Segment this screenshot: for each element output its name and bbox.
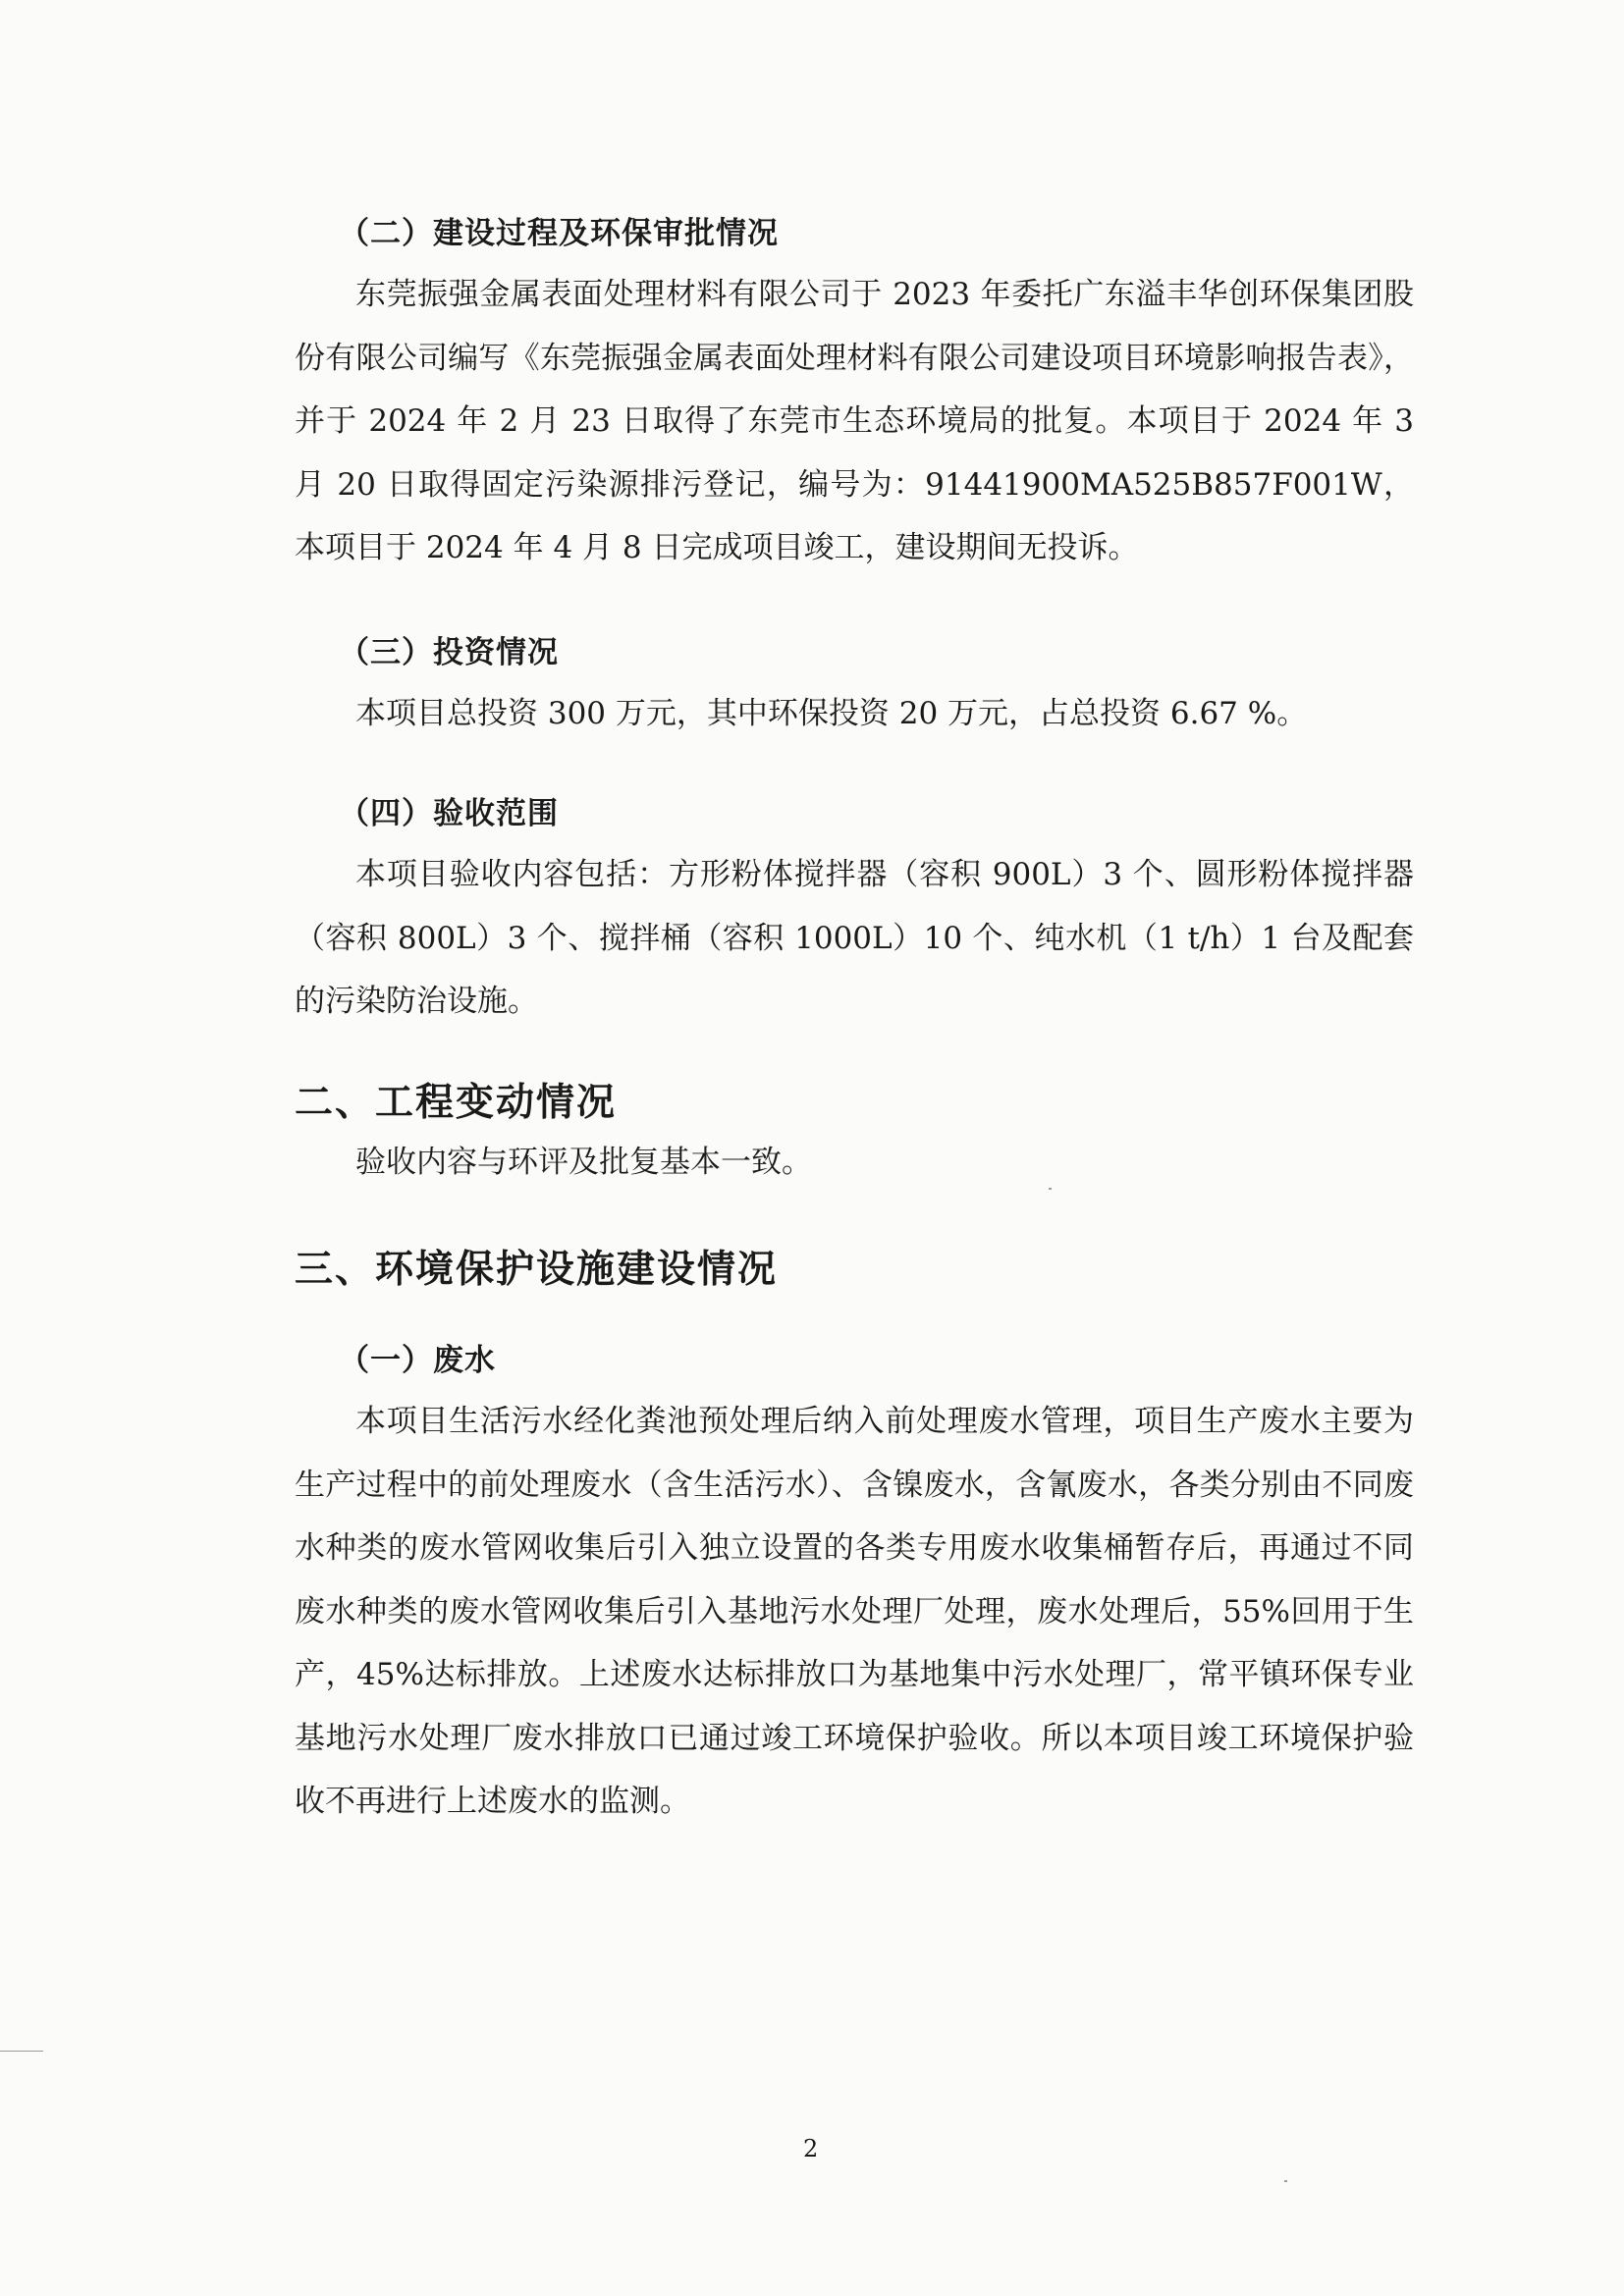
heading-acceptance-scope: （四）验收范围 — [339, 796, 559, 831]
paragraph-acceptance-scope: 本项目验收内容包括：方形粉体搅拌器（容积 900L）3 个、圆形粉体搅拌器（容积 800L）3 个、搅拌桶（容积 1000L）10 个、纯水机（1 t/h）1 台及配套的污染防治设施。 — [295, 857, 1414, 1019]
paragraph-wastewater: 本项目生活污水经化粪池预处理后纳入前处理废水管理，项目生产废水主要为生产过程中的前处理废水（含生活污水）、含镍废水，含氰废水，各类分别由不同废水种类的废水管网收集后引入独立设置的各类专用废水收集桶暂存后，再通过不同废水种类的废水管网收集后引入基地污水处理厂处理，废水处理后，55%回用于生产，45%达标排放。上述废水达标排放口为基地集中污水处理厂，常平镇环保专业基地污水处理厂废水排放口已通过竣工环境保护验收。所以本项目竣工环境保护验收不再进行上述废水的监测。 — [295, 1404, 1414, 1819]
heading-investment: （三）投资情况 — [339, 635, 559, 670]
scan-artifact-dot — [1049, 1188, 1052, 1190]
heading-wastewater: （一）废水 — [339, 1343, 496, 1378]
scan-artifact-dot — [1284, 2180, 1287, 2182]
paragraph-investment: 本项目总投资 300 万元，其中环保投资 20 万元，占总投资 6.67 %。 — [355, 696, 1308, 731]
heading-environmental-facilities: 三、环境保护设施建设情况 — [295, 1247, 779, 1292]
paragraph-construction-approval: 东莞振强金属表面处理材料有限公司于 2023 年委托广东溢丰华创环保集团股份有限公司编写《东莞振强金属表面处理材料有限公司建设项目环境影响报告表》，并于 2024 年 2 月 23 日取得了东莞市生态环境局的批复。本项目于 2024 年 3 月 20 日取得固定污染源排污登记，编号为：91441900MA525B857F001W，本项目于 2024 年 4 月 8 日完成项目竣工，建设期间无投诉。 — [295, 277, 1414, 565]
scan-artifact-line — [0, 2051, 43, 2052]
heading-project-changes: 二、工程变动情况 — [295, 1080, 618, 1125]
page-number: 2 — [803, 2135, 819, 2163]
paragraph-project-changes: 验收内容与环评及批复基本一致。 — [355, 1145, 812, 1180]
heading-construction-approval: （二）建设过程及环保审批情况 — [339, 216, 779, 251]
